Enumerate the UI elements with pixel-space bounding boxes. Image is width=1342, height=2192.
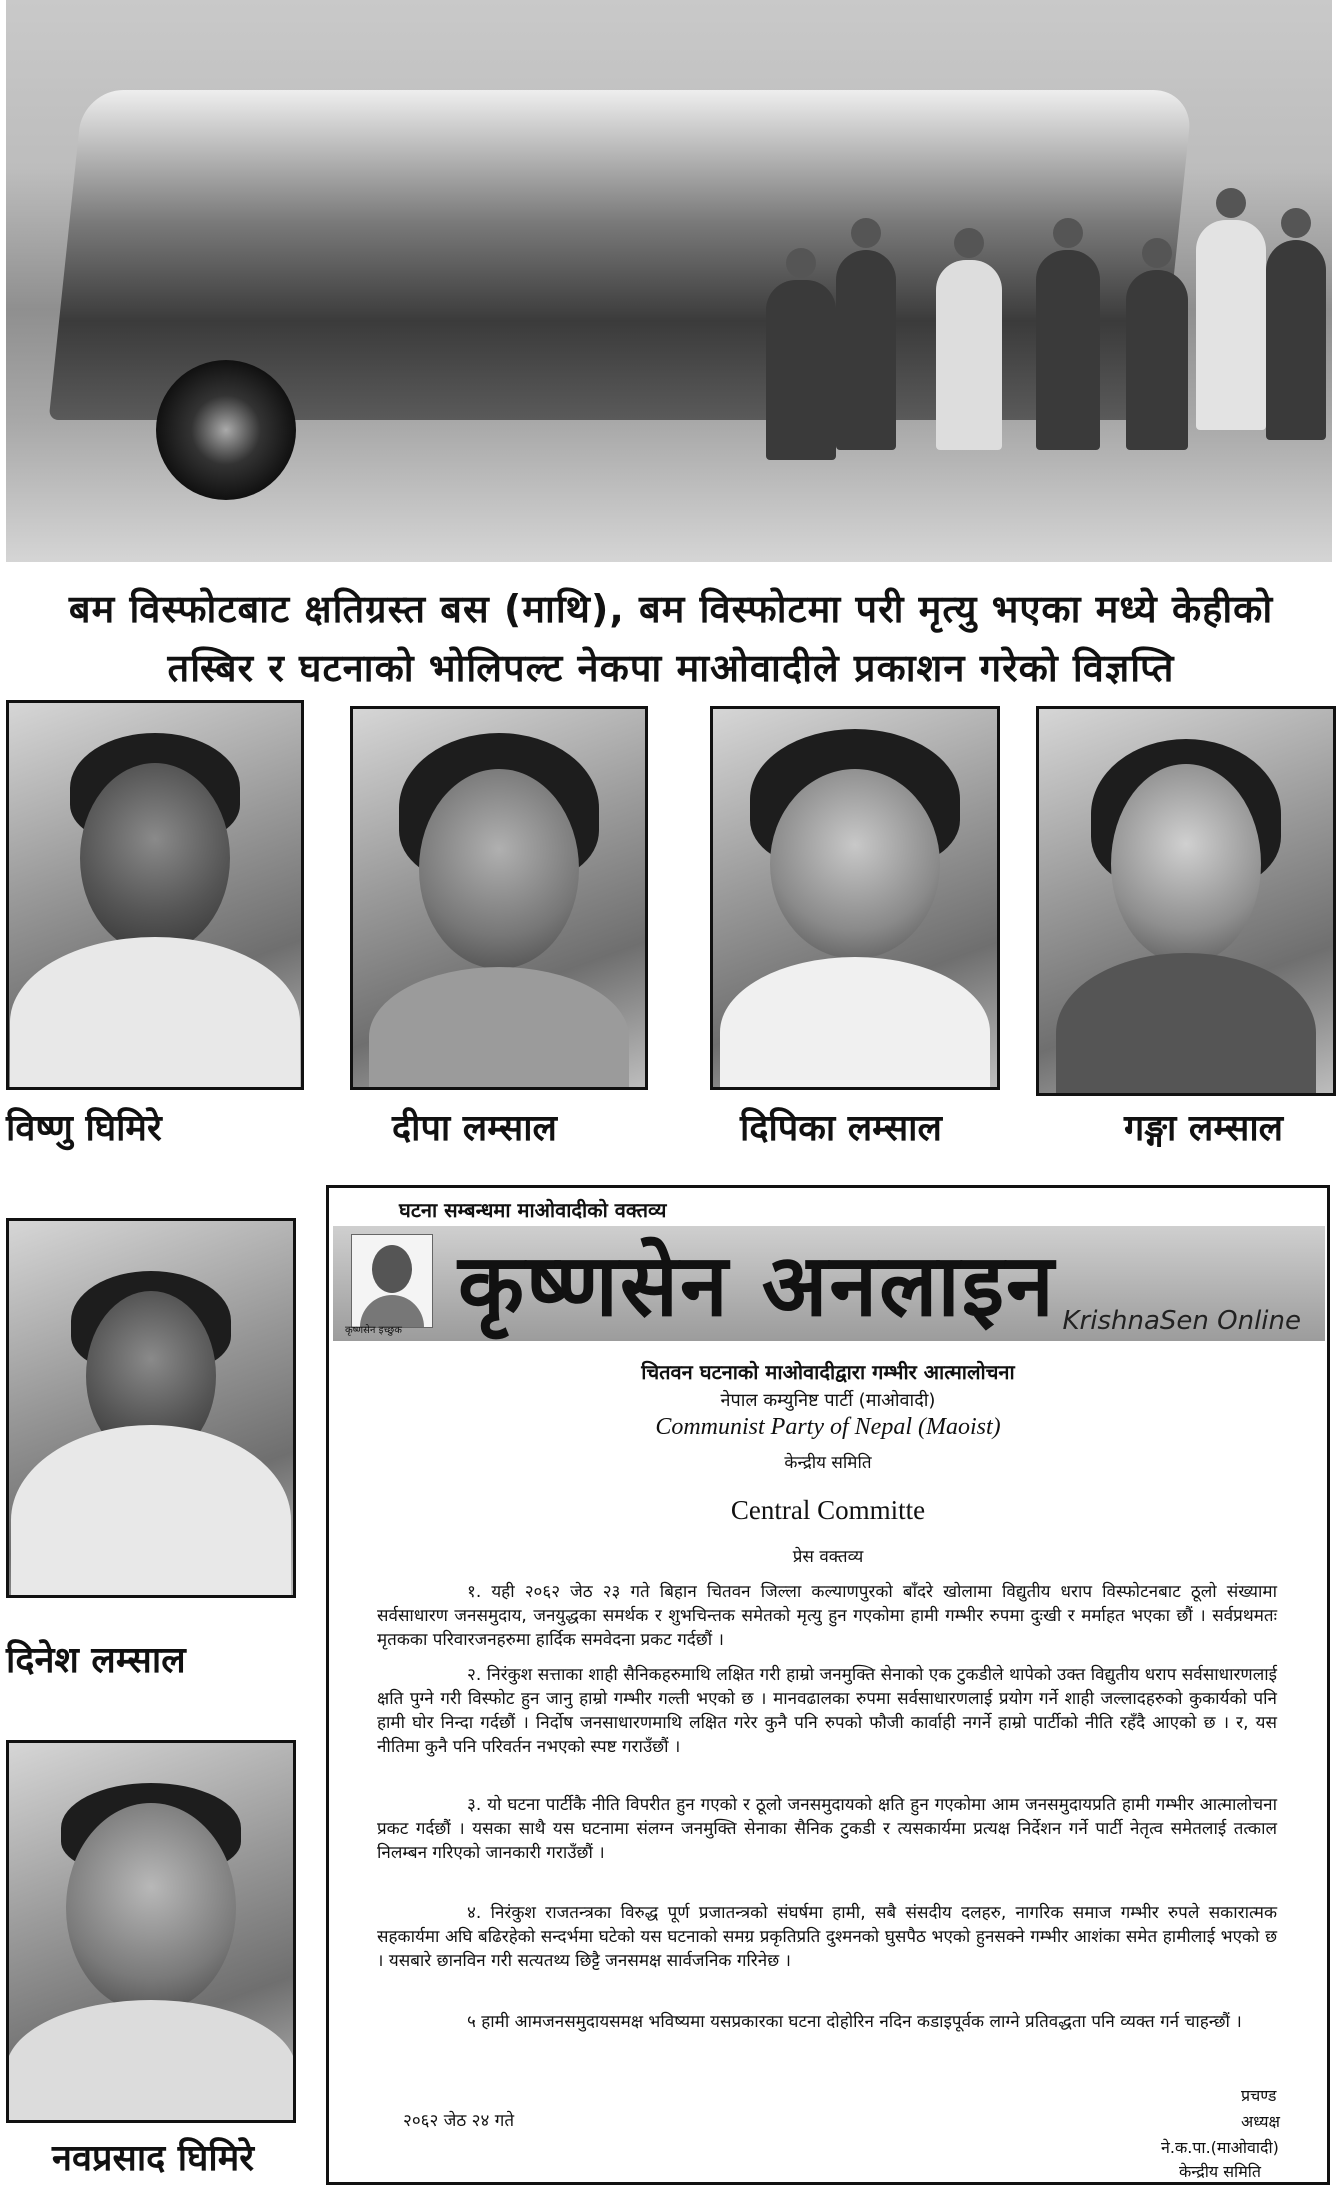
- signatory-committee: केन्द्रीय समिति: [1179, 2162, 1262, 2181]
- onlooker: [1036, 250, 1100, 450]
- signatory-name: प्रचण्ड: [1241, 2086, 1277, 2105]
- committee-english: Central Committe: [730, 1495, 926, 1525]
- victim-name: विष्णु घिमिरे: [6, 1108, 162, 1149]
- portrait-navaprasad-ghimire: [6, 1740, 296, 2123]
- banner-portrait: [351, 1234, 433, 1328]
- statement-date: २०६२ जेठ २४ गते: [403, 2111, 515, 2131]
- onlooker: [1126, 270, 1188, 450]
- banner-subtitle: KrishnaSen Online: [1062, 1306, 1301, 1336]
- portrait-bishnu-ghimire: [6, 700, 304, 1090]
- banner-title: कृष्णसेन अनलाइन: [458, 1236, 1056, 1336]
- victim-name: नवप्रसाद घिमिरे: [52, 2138, 254, 2179]
- victim-name: दिनेश लम्साल: [6, 1640, 186, 1681]
- statement-paragraph: २. निरंकुश सत्ताका शाही सैनिकहरुमाथि लक्षित गरी हाम्रो जनमुक्ति सेनाको एक टुकडीले थापेको उक्त विद्युतीय धराप सर्वसाधारणलाई क्षति पुग्ने गरी विस्फोट हुन जानु हाम्रो गम्भीर गल्ती भएको छ । मानवढालका रुपमा सर्वसाधारणलाई प्रयोग गर्ने शाही जल्लादहरुको कुकार्यको पनि हामी घोर निन्दा गर्दछौं । निर्दोष जनसाधारणमाथि लक्षित गरेर कुनै पनि रुपको फौजी कार्वाही नगर्ने हाम्रो पार्टीको नीति रहँदै आएको छ । र, यस नीतिमा कुनै पनि परिवर्तन नभएको स्पष्ट गराउँछौं ।: [377, 1665, 1277, 1757]
- portrait-dinesh-lamsal: [6, 1218, 296, 1598]
- victim-name: दीपा लम्साल: [392, 1108, 557, 1149]
- bus-wheel: [156, 360, 296, 500]
- press-statement-label: प्रेस वक्तव्य: [792, 1547, 864, 1567]
- portrait-deepa-lamsal: [350, 706, 648, 1090]
- victim-name: गङ्गा लम्साल: [1124, 1108, 1284, 1149]
- party-name-nepali: नेपाल कम्युनिष्ट पार्टी (माओवादी): [720, 1390, 936, 1411]
- caption-line-2: तस्बिर र घटनाको भोलिपल्ट नेकपा माओवादीले प्रकाशन गरेको विज्ञप्ति: [167, 646, 1175, 690]
- statement-paragraph: ३. यो घटना पार्टीकै नीति विपरीत हुन गएको र ठूलो जनसमुदायको क्षति हुन गएकोमा आम जनसमुदायप्रति हामी गम्भीर आत्मालोचना प्रकट गर्दछौं । यसका साथै यस घटनामा संलग्न जनमुक्ति सेनाका सैनिक टुकडी र त्यसकार्यमा प्रत्यक्ष निर्देशन गर्ने पार्टी नेतृत्व समेतलाई तत्काल निलम्बन गरिएको जानकारी गराउँछौं ।: [377, 1795, 1277, 1863]
- banner-portrait-label: कृष्णसेन इच्छुक: [345, 1325, 402, 1336]
- document-title: चितवन घटनाको माओवादीद्वारा गम्भीर आत्मालोचना: [641, 1360, 1015, 1384]
- committee-nepali: केन्द्रीय समिति: [784, 1453, 872, 1473]
- bus-wreckage-photo: [6, 0, 1332, 562]
- signatory-title: अध्यक्ष: [1241, 2112, 1280, 2131]
- portrait-ganga-lamsal: [1036, 706, 1336, 1096]
- portrait-dipika-lamsal: [710, 706, 1000, 1090]
- onlooker: [836, 250, 896, 450]
- party-name-english: Communist Party of Nepal (Maoist): [655, 1414, 1001, 1440]
- statement-paragraph: ४. निरंकुश राजतन्त्रका विरुद्ध पूर्ण प्रजातन्त्रको संघर्षमा हामी, सबै संसदीय दलहरु, नागरिक समाज गम्भीर रुपले सकारात्मक सहकार्यमा अघि बढिरहेको सन्दर्भमा घटेको यस घटनाको समग्र प्रकृतिप्रति दुश्मनको घुसपैठ भएको हुनसक्ने गम्भीर आशंका समेत हामीलाई भएको छ । यसबारे छानविन गरी सत्यतथ्य छिट्टै जनसमक्ष सार्वजनिक गरिनेछ ।: [377, 1903, 1277, 1971]
- krishnasen-online-banner: [333, 1226, 1325, 1341]
- caption-line-1: बम विस्फोटबाट क्षतिग्रस्त बस (माथि), बम विस्फोटमा परी मृत्यु भएका मध्ये केहीको: [68, 587, 1274, 631]
- signatory-org: ने.क.पा.(माओवादी): [1161, 2138, 1279, 2157]
- onlooker: [1196, 220, 1266, 430]
- onlooker: [766, 280, 836, 460]
- statement-heading: घटना सम्बन्धमा माओवादीको वक्तव्य: [399, 1198, 667, 1222]
- onlooker: [936, 260, 1002, 450]
- maoist-statement: [326, 1185, 1330, 2185]
- statement-paragraph: १. यही २०६२ जेठ २३ गते बिहान चितवन जिल्ला कल्याणपुरको बाँदरे खोलामा विद्युतीय धराप विस्फोटनबाट ठूलो संख्यामा सर्वसाधारण जनसमुदाय, जनयुद्धका समर्थक र शुभचिन्तक समेतको मृत्यु हुन गएकोमा हामी गम्भीर रुपमा दुःखी र मर्माहत भएका छौं । सर्वप्रथमतः मृतकका परिवारजनहरुमा हार्दिक समवेदना प्रकट गर्दछौं ।: [377, 1582, 1277, 1650]
- victim-name: दिपिका लम्साल: [740, 1108, 942, 1149]
- onlooker: [1266, 240, 1326, 440]
- statement-paragraph: ५ हामी आमजनसमुदायसमक्ष भविष्यमा यसप्रकारका घटना दोहोरिन नदिन कडाइपूर्वक लाग्ने प्रतिवद्धता पनि व्यक्त गर्न चाहन्छौं ।: [467, 2012, 1242, 2032]
